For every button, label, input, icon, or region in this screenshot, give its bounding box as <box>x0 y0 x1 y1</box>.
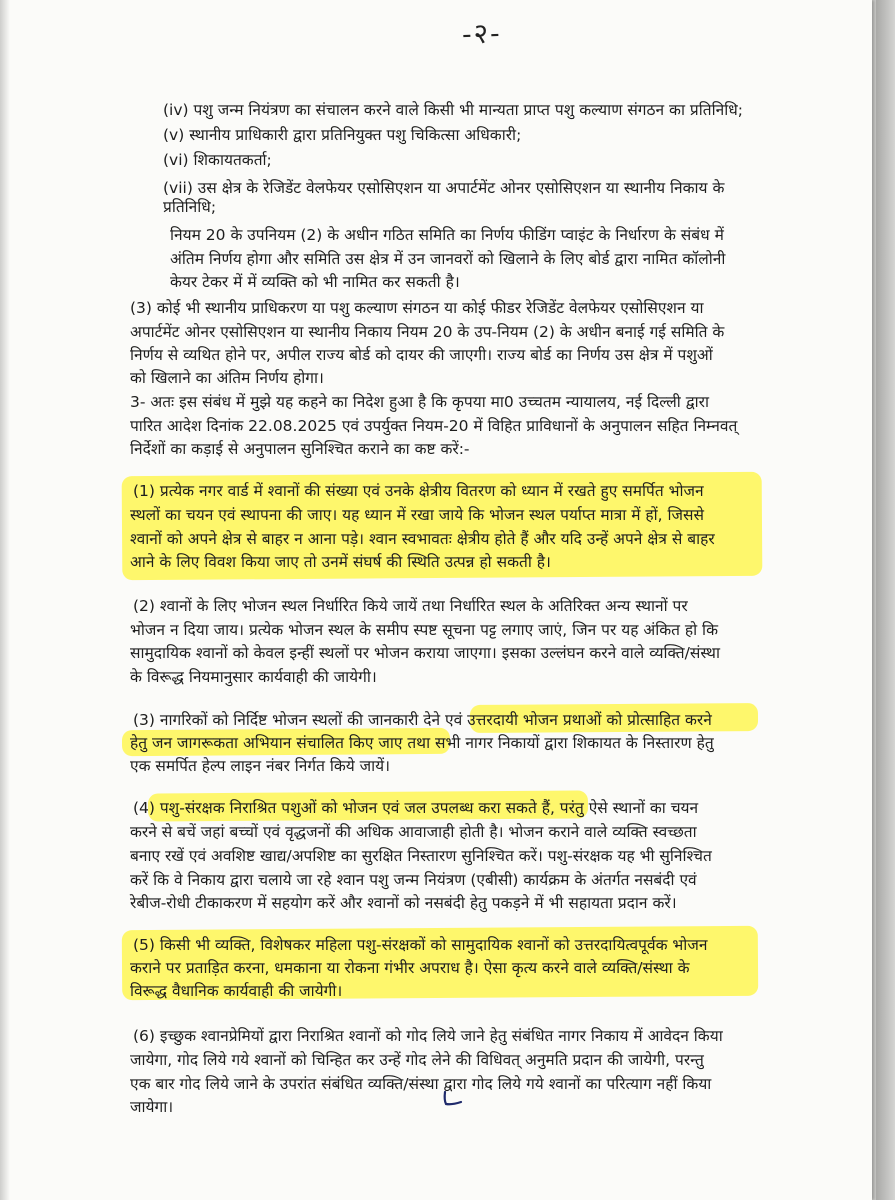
text-line: केयर टेकर में में व्यक्ति को भी नामित कर सकती है। <box>170 273 460 291</box>
text-line: पारित आदेश दिनांक 22.08.2025 एवं उपर्युक्त नियम-20 में विहित प्राविधानों के अनुपालन सहित निम्नवत् <box>130 417 738 435</box>
text-line: आने के लिए विवश किया जाए तो उनमें संघर्ष की स्थिति उत्पन्न हो सकती है। <box>130 553 551 571</box>
scan-shadow <box>0 0 10 1200</box>
text-line: करने से बचें जहां बच्चों एवं वृद्धजनों की अधिक आवाजाही होती है। भोजन कराने वाले व्यक्ति स्वच्छता <box>130 823 697 841</box>
text-line: कराने पर प्रताड़ित करना, धमकाना या रोकना गंभीर अपराध है। ऐसा कृत्य करने वाले व्यक्ति/संस्था के <box>130 959 690 977</box>
text-line: जायेगा, गोद लिये गये श्वानों को चिन्हित कर उन्हें गोद लेने की विधिवत् अनुमति प्रदान की जायेगी, परन्तु <box>130 1051 704 1069</box>
text-line: 3- अतः इस संबंध में मुझे यह कहने का निदेश हुआ है कि कृपया मा0 उच्चतम न्यायालय, नई दिल्ली द्वारा <box>130 393 709 411</box>
text-line: अपार्टमेंट ओनर एसोसिएशन या स्थानीय निकाय नियम 20 के उप-नियम (2) के अधीन बनाई गई समिति के <box>130 323 725 341</box>
text-line: (4) पशु-संरक्षक निराश्रित पशुओं को भोजन एवं जल उपलब्ध करा सकते हैं, परंतु ऐसे स्थानों का चयन <box>133 799 699 817</box>
text-line: (5) किसी भी व्यक्ति, विशेषकर महिला पशु-संरक्षकों को सामुदायिक श्वानों को उत्तरदायित्वपूर्वक भोजन <box>133 936 708 954</box>
text-line: (vii) उस क्षेत्र के रेजिडेंट वेलफेयर एसोसिएशन या अपार्टमेंट ओनर एसोसिएशन या स्थानीय निकाय के <box>163 179 725 197</box>
text-line: (vi) शिकायतकर्ता; <box>163 151 272 169</box>
text-line: (2) श्वानों के लिए भोजन स्थल निर्धारित किये जायें तथा निर्धारित स्थल के अतिरिक्त अन्य स्थानों पर <box>133 597 688 615</box>
text-line: अंतिम निर्णय होगा और समिति उस क्षेत्र में उन जानवरों को खिलाने के लिए बोर्ड द्वारा नामित कॉलोनी <box>170 250 726 268</box>
text-line: स्थलों का चयन एवं स्थापना की जाए। यह ध्यान में रखा जाये कि भोजन स्थल पर्याप्त मात्रा में हों, जिससे <box>130 506 704 524</box>
text-line: (6) इच्छुक श्वानप्रेमियों द्वारा निराश्रित श्वानों को गोद लिये जाने हेतु संबंधित नागर निकाय में आवेदन किया <box>133 1027 723 1045</box>
text-line: हेतु जन जागरूकता अभियान संचालित किए जाए तथा सभी नागर निकायों द्वारा शिकायत के निस्तारण हेतु <box>130 734 714 752</box>
pen-mark-icon <box>442 1090 464 1108</box>
text-line: श्वानों को अपने क्षेत्र से बाहर न आना पड़े। श्वान स्वभावतः क्षेत्रीय होते हैं और यदि उन्हें अपने क्षेत्र से बाहर <box>130 530 715 548</box>
text-line: एक समर्पित हेल्प लाइन नंबर निर्गत किये जायें। <box>130 757 391 775</box>
scan-edge <box>876 0 895 1200</box>
text-line: (3) नागरिकों को निर्दिष्ट भोजन स्थलों की जानकारी देने एवं उत्तरदायी भोजन प्रथाओं को प्रोत्साहित करने <box>133 711 712 729</box>
text-line: जायेगा। <box>130 1098 174 1116</box>
text-line: विरूद्ध वैधानिक कार्यवाही की जायेगी। <box>130 982 343 1000</box>
text-line: (iv) पशु जन्म नियंत्रण का संचालन करने वाले किसी भी मान्यता प्राप्त पशु कल्याण संगठन का प्रतिनिधि; <box>163 101 743 119</box>
text-line: (3) कोई भी स्थानीय प्राधिकरण या पशु कल्याण संगठन या कोई फीडर रेजिडेंट वेलफेयर एसोसिएशन या <box>130 299 704 317</box>
text-line: के विरूद्ध नियमानुसार कार्यवाही की जायेगी। <box>130 668 377 686</box>
text-line: प्रतिनिधि; <box>163 198 217 216</box>
text-line: को खिलाने का अंतिम निर्णय होगा। <box>130 369 324 387</box>
page-number: -२- <box>461 16 503 51</box>
text-line: एक बार गोद लिये जाने के उपरांत संबंधित व्यक्ति/संस्था द्वारा गोद लिये गये श्वानों का परित्याग नहीं किया <box>130 1075 712 1093</box>
text-line: निर्देशों का कड़ाई से अनुपालन सुनिश्चित कराने का कष्ट करें:- <box>130 440 470 458</box>
text-line: बनाए रखें एवं अवशिष्ट खाद्य/अपशिष्ट का सुरक्षित निस्तारण सुनिश्चित करें। पशु-संरक्षक यह भी सुनिश्चित <box>130 847 712 865</box>
text-line: (v) स्थानीय प्राधिकारी द्वारा प्रतिनियुक्त पशु चिकित्सा अधिकारी; <box>163 126 522 144</box>
text-line: करें कि वे निकाय द्वारा चलाये जा रहे श्वान पशु जन्म नियंत्रण (एबीसी) कार्यक्रम के अंतर्गत नसबंदी एवं <box>130 871 697 889</box>
text-line: सामुदायिक श्वानों को केवल इन्हीं स्थलों पर भोजन कराया जाएगा। इसका उल्लंघन करने वाले व्यक्ति/संस्था <box>130 644 720 662</box>
text-line: नियम 20 के उपनियम (2) के अधीन गठित समिति का निर्णय फीडिंग प्वाइंट के निर्धारण के संबंध में <box>170 226 724 244</box>
text-line: भोजन न दिया जाय। प्रत्येक भोजन स्थल के समीप स्पष्ट सूचना पट्ट लगाए जाएं, जिन पर यह अंकित हो कि <box>130 621 718 639</box>
text-line: (1) प्रत्येक नगर वार्ड में श्वानों की संख्या एवं उनके क्षेत्रीय वितरण को ध्यान में रखते हुए समर्पित भोजन <box>133 482 704 500</box>
text-line: निर्णय से व्यथित होने पर, अपील राज्य बोर्ड को दायर की जाएगी। राज्य बोर्ड का निर्णय उस क्षेत्र में पशुओं <box>130 346 713 364</box>
text-line: रेबीज-रोधी टीकाकरण में सहयोग करें और श्वानों को नसबंदी हेतु पकड़ने में भी सहायता प्रदान करें। <box>130 894 677 912</box>
